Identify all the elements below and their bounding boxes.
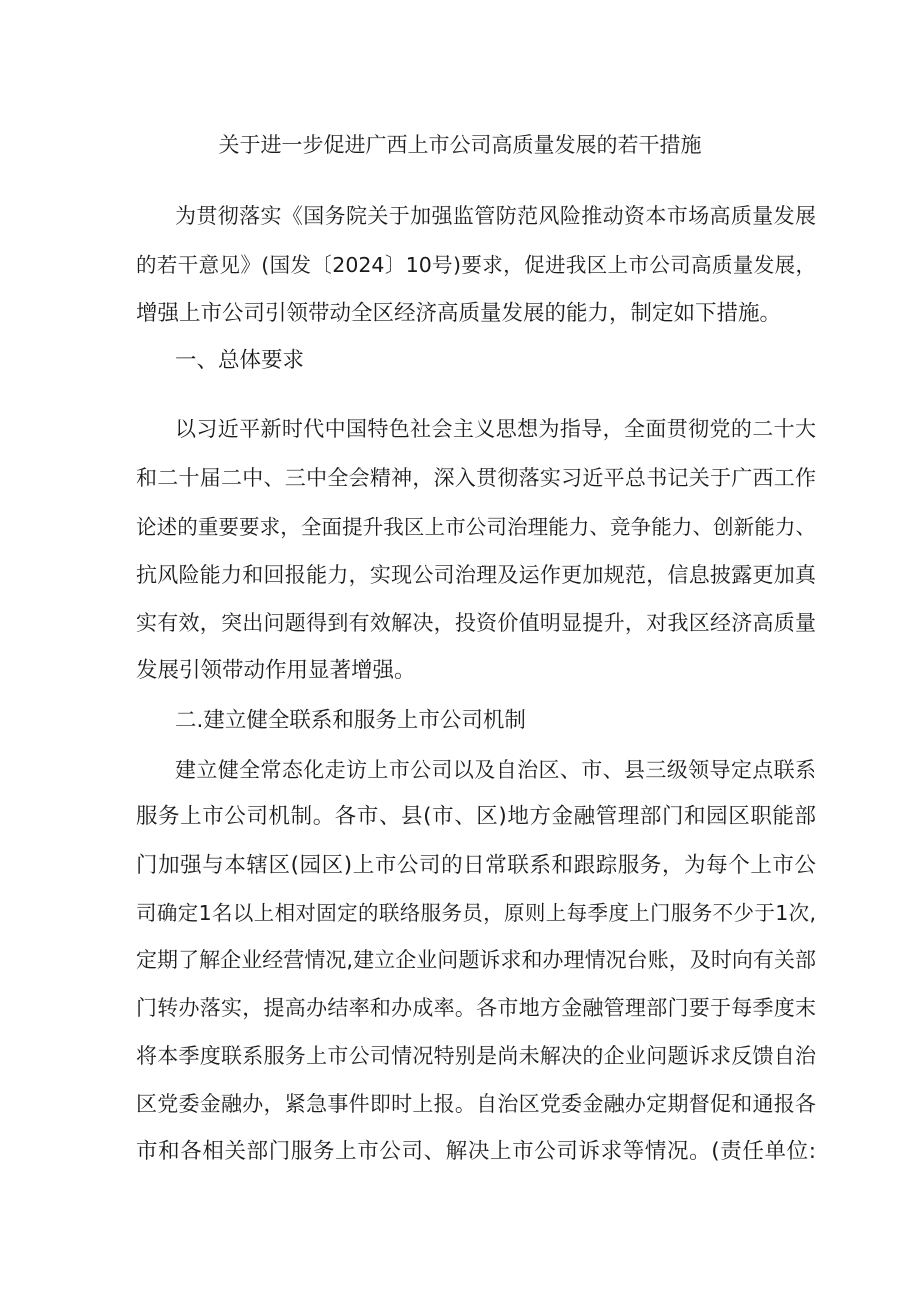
section-2-line-5: 定期了解企业经营情况,建立企业问题诉求和办理情况台账，及时向有关部 [136, 948, 816, 972]
intro-line-1: 为贯彻落实《国务院关于加强监管防范风险推动资本市场高质量发展 [175, 204, 816, 228]
section-2-line-9: 市和各相关部门服务上市公司、解决上市公司诉求等情况。(责任单位: [136, 1139, 816, 1164]
section-1-line-1: 以习近平新时代中国特色社会主义思想为指导，全面贯彻党的二十大 [175, 417, 816, 441]
section-1-line-6: 发展引领带动作用显著增强。 [136, 658, 416, 683]
section-2-line-8: 区党委金融办，紧急事件即时上报。自治区党委金融办定期督促和通报各 [136, 1092, 816, 1116]
section-2-line-7: 将本季度联系服务上市公司情况特别是尚未解决的企业问题诉求反馈自治 [136, 1044, 816, 1068]
document-title: 关于进一步促进广西上市公司高质量发展的若干措施 [218, 133, 702, 157]
section-1-line-2: 和二十届二中、三中全会精神，深入贯彻落实习近平总书记关于广西工作 [136, 466, 816, 490]
section-2-line-2: 服务上市公司机制。各市、县(市、区)地方金融管理部门和园区职能部 [136, 804, 816, 829]
section-1-heading: 一、总体要求 [175, 348, 305, 373]
section-2-line-6: 门转办落实，提高办结率和办成率。各市地方金融管理部门要于每季度末 [136, 996, 816, 1020]
intro-line-2: 的若干意见》(国发〔2024〕10号)要求，促进我区上市公司高质量发展， [136, 253, 816, 277]
section-2-heading: 二.建立健全联系和服务上市公司机制 [175, 708, 526, 733]
section-1-line-4: 抗风险能力和回报能力，实现公司治理及运作更加规范，信息披露更加真 [136, 563, 816, 587]
section-2-line-1: 建立健全常态化走访上市公司以及自治区、市、县三级领导定点联系 [175, 758, 816, 782]
section-1-line-3: 论述的重要要求，全面提升我区上市公司治理能力、竞争能力、创新能力、 [136, 515, 816, 539]
intro-line-3: 增强上市公司引领带动全区经济高质量发展的能力，制定如下措施。 [136, 301, 782, 326]
section-1-line-5: 实有效，突出问题得到有效解决，投资价值明显提升，对我区经济高质量 [136, 611, 816, 635]
section-2-line-3: 门加强与本辖区(园区)上市公司的日常联系和跟踪服务，为每个上市公 [136, 853, 816, 878]
section-2-line-4: 司确定1名以上相对固定的联络服务员，原则上每季度上门服务不少于1次, [136, 901, 816, 925]
